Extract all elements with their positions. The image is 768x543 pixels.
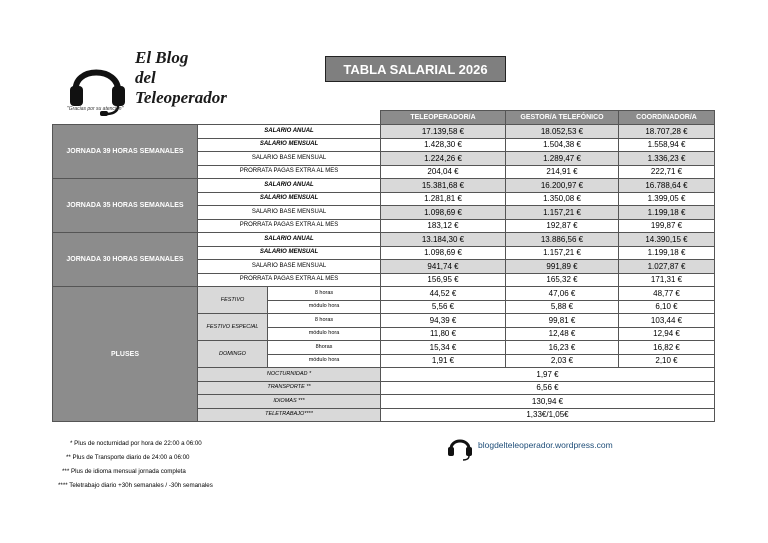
plus-sub-label: 8 horas bbox=[268, 314, 381, 328]
footnote: ** Plus de Transporte diario de 24:00 a 06:00 bbox=[66, 454, 190, 461]
table-cell: 16.788,64 € bbox=[619, 179, 715, 193]
table-cell: 1,91 € bbox=[381, 354, 506, 368]
table-cell: 1.289,47 € bbox=[506, 152, 619, 166]
row-label: SALARIO MENSUAL bbox=[198, 138, 381, 152]
plus-flat-label: TELETRABAJO**** bbox=[198, 408, 381, 422]
pluses-label: PLUSES bbox=[53, 287, 198, 422]
table-cell: 130,94 € bbox=[381, 395, 715, 409]
page-title: TABLA SALARIAL 2026 bbox=[325, 56, 506, 82]
table-cell: 1.157,21 € bbox=[506, 246, 619, 260]
table-cell: 18.707,28 € bbox=[619, 125, 715, 139]
table-cell: 1,33€/1,05€ bbox=[381, 408, 715, 422]
table-cell: 103,44 € bbox=[619, 314, 715, 328]
row-label: SALARIO ANUAL bbox=[198, 179, 381, 193]
table-cell: 1.428,30 € bbox=[381, 138, 506, 152]
plus-group-label: FESTIVO bbox=[198, 287, 268, 314]
table-cell: 47,06 € bbox=[506, 287, 619, 301]
footnotes bbox=[58, 437, 213, 493]
logo-title bbox=[135, 48, 227, 108]
headset-icon bbox=[446, 435, 474, 461]
table-cell: 16,82 € bbox=[619, 341, 715, 355]
table-cell: 1.199,18 € bbox=[619, 206, 715, 220]
table-cell: 15.381,68 € bbox=[381, 179, 506, 193]
table-cell: 13.886,56 € bbox=[506, 233, 619, 247]
plus-group-label: FESTIVO ESPECIAL bbox=[198, 314, 268, 341]
table-cell: 13.184,30 € bbox=[381, 233, 506, 247]
table-cell: 12,48 € bbox=[506, 327, 619, 341]
table-cell: 156,95 € bbox=[381, 273, 506, 287]
table-cell: 16,23 € bbox=[506, 341, 619, 355]
table-cell: 1.027,87 € bbox=[619, 260, 715, 274]
table-cell: 15,34 € bbox=[381, 341, 506, 355]
column-header: GESTOR/A TELEFÓNICO bbox=[506, 111, 619, 125]
table-row bbox=[53, 179, 715, 193]
table-cell: 171,31 € bbox=[619, 273, 715, 287]
logo-title-line: del bbox=[135, 68, 156, 87]
table-cell: 5,88 € bbox=[506, 300, 619, 314]
plus-sub-label: módulo hora bbox=[268, 327, 381, 341]
table-cell: 183,12 € bbox=[381, 219, 506, 233]
row-label: SALARIO MENSUAL bbox=[198, 246, 381, 260]
table-cell: 1.558,94 € bbox=[619, 138, 715, 152]
plus-sub-label: 8horas bbox=[268, 341, 381, 355]
row-label: PRORRATA PAGAS EXTRA AL MES bbox=[198, 219, 381, 233]
table-cell: 1.224,26 € bbox=[381, 152, 506, 166]
table-row bbox=[53, 125, 715, 139]
table-cell: 1,97 € bbox=[381, 368, 715, 382]
table-cell: 192,87 € bbox=[506, 219, 619, 233]
table-cell: 2,03 € bbox=[506, 354, 619, 368]
jornada-label: JORNADA 35 HORAS SEMANALES bbox=[53, 179, 198, 233]
logo-title-line: El Blog bbox=[135, 48, 189, 67]
table-cell: 18.052,53 € bbox=[506, 125, 619, 139]
table-cell: 16.200,97 € bbox=[506, 179, 619, 193]
plus-sub-label: 8 horas bbox=[268, 287, 381, 301]
table-cell: 222,71 € bbox=[619, 165, 715, 179]
table-header-row bbox=[53, 111, 715, 125]
table-cell: 14.390,15 € bbox=[619, 233, 715, 247]
table-cell: 17.139,58 € bbox=[381, 125, 506, 139]
table-cell: 48,77 € bbox=[619, 287, 715, 301]
table-cell: 1.098,69 € bbox=[381, 246, 506, 260]
table-cell: 1.281,81 € bbox=[381, 192, 506, 206]
footnote: **** Teletrabajo diario +30h semanales / -30h semanales bbox=[58, 482, 213, 489]
table-cell: 2,10 € bbox=[619, 354, 715, 368]
row-label: SALARIO ANUAL bbox=[198, 125, 381, 139]
plus-flat-label: NOCTURNIDAD * bbox=[198, 368, 381, 382]
table-cell: 11,80 € bbox=[381, 327, 506, 341]
blog-url-link[interactable]: blogdelteleoperador.wordpress.com bbox=[478, 440, 613, 450]
table-cell: 1.350,08 € bbox=[506, 192, 619, 206]
table-cell: 941,74 € bbox=[381, 260, 506, 274]
table-cell: 12,94 € bbox=[619, 327, 715, 341]
footnote: * Plus de nocturnidad por hora de 22:00 a 06:00 bbox=[70, 440, 202, 447]
table-cell: 44,52 € bbox=[381, 287, 506, 301]
jornada-label: JORNADA 30 HORAS SEMANALES bbox=[53, 233, 198, 287]
table-cell: 1.098,69 € bbox=[381, 206, 506, 220]
table-cell: 99,81 € bbox=[506, 314, 619, 328]
column-header: TELEOPERADOR/A bbox=[381, 111, 506, 125]
table-cell: 165,32 € bbox=[506, 273, 619, 287]
table-row bbox=[53, 233, 715, 247]
table-cell: 199,87 € bbox=[619, 219, 715, 233]
plus-flat-label: TRANSPORTE ** bbox=[198, 381, 381, 395]
row-label: PRORRATA PAGAS EXTRA AL MES bbox=[198, 165, 381, 179]
row-label: SALARIO ANUAL bbox=[198, 233, 381, 247]
table-cell: 1.399,05 € bbox=[619, 192, 715, 206]
salary-table bbox=[52, 110, 715, 422]
logo-tagline: "Gracias por su atención" bbox=[67, 106, 124, 112]
footnote: *** Plus de idioma mensual jornada completa bbox=[62, 468, 186, 475]
row-label: SALARIO BASE MENSUAL bbox=[198, 260, 381, 274]
plus-sub-label: módulo hora bbox=[268, 354, 381, 368]
plus-sub-label: módulo hora bbox=[268, 300, 381, 314]
table-cell: 6,10 € bbox=[619, 300, 715, 314]
row-label: SALARIO BASE MENSUAL bbox=[198, 206, 381, 220]
column-header: COORDINADOR/A bbox=[619, 111, 715, 125]
row-label: SALARIO MENSUAL bbox=[198, 192, 381, 206]
table-cell: 1.157,21 € bbox=[506, 206, 619, 220]
table-row bbox=[53, 287, 715, 301]
table-cell: 94,39 € bbox=[381, 314, 506, 328]
row-label: SALARIO BASE MENSUAL bbox=[198, 152, 381, 166]
plus-flat-label: IDIOMAS *** bbox=[198, 395, 381, 409]
table-cell: 1.336,23 € bbox=[619, 152, 715, 166]
table-cell: 6,56 € bbox=[381, 381, 715, 395]
logo-title-line: Teleoperador bbox=[135, 88, 227, 107]
table-cell: 5,56 € bbox=[381, 300, 506, 314]
header-spacer bbox=[53, 111, 381, 125]
plus-group-label: DOMINGO bbox=[198, 341, 268, 368]
table-cell: 214,91 € bbox=[506, 165, 619, 179]
table-cell: 1.504,38 € bbox=[506, 138, 619, 152]
table-cell: 1.199,18 € bbox=[619, 246, 715, 260]
jornada-label: JORNADA 39 HORAS SEMANALES bbox=[53, 125, 198, 179]
table-cell: 991,89 € bbox=[506, 260, 619, 274]
row-label: PRORRATA PAGAS EXTRA AL MES bbox=[198, 273, 381, 287]
table-cell: 204,04 € bbox=[381, 165, 506, 179]
